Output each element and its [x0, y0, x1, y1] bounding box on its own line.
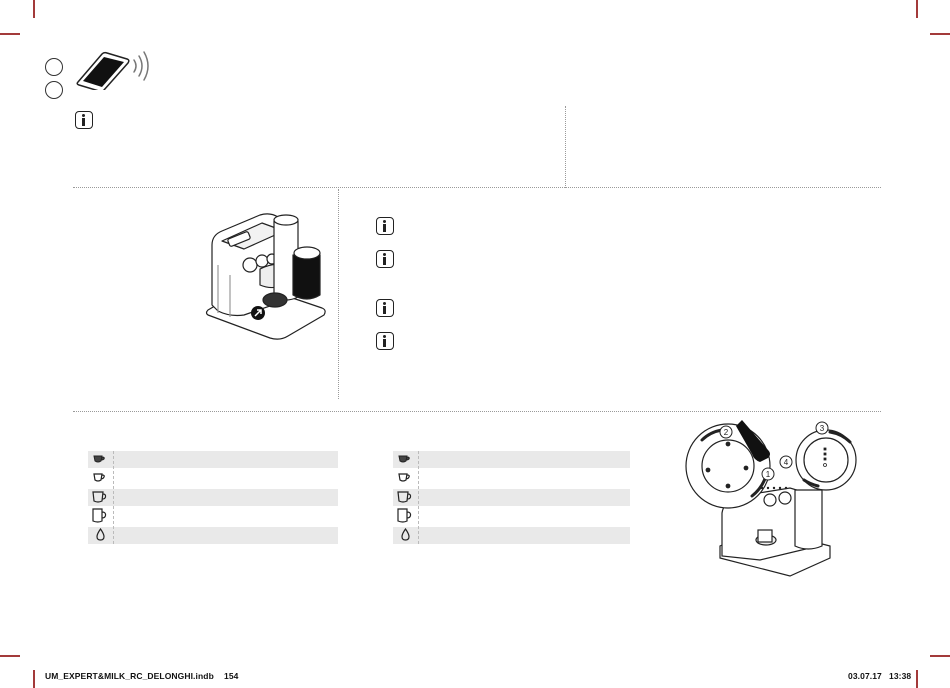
footer-time: 13:38 — [889, 671, 912, 681]
crop-mark-bottom-right-h — [930, 655, 950, 657]
coffee-machine-illustration — [200, 205, 335, 343]
divider-vertical-middle — [338, 189, 339, 399]
crop-mark-top-left-h — [0, 33, 20, 35]
crop-mark-top-right-h — [930, 33, 950, 35]
step-circle-2 — [45, 81, 63, 99]
lungo-cup-icon — [397, 490, 412, 504]
info-icon-2 — [376, 250, 394, 268]
mug-icon — [92, 508, 107, 524]
svg-text:4: 4 — [783, 458, 789, 467]
table-row — [88, 527, 338, 544]
crop-mark-bottom-left-h — [0, 655, 20, 657]
table-row — [393, 451, 630, 468]
ristretto-cup-icon — [93, 454, 105, 465]
table-row — [393, 489, 630, 506]
table-row — [88, 451, 338, 468]
water-drop-icon — [401, 528, 410, 541]
espresso-cup-icon — [93, 472, 105, 484]
smartphone-wireless-icon — [72, 48, 154, 90]
divider-vertical-top — [565, 106, 566, 188]
step-circle-1 — [45, 58, 63, 76]
machine-dials-illustration — [680, 418, 885, 578]
crop-mark-bottom-left-v — [33, 670, 35, 688]
table-divider — [418, 451, 419, 544]
ristretto-cup-icon — [398, 454, 410, 465]
crop-mark-top-right-v — [916, 0, 918, 18]
footer-date: 03.07.17 — [848, 671, 882, 681]
espresso-cup-icon — [398, 472, 410, 484]
crop-mark-bottom-right-v — [916, 670, 918, 688]
info-icon-4 — [376, 332, 394, 350]
lungo-cup-icon — [92, 490, 107, 504]
table-row — [393, 527, 630, 544]
divider-horizontal-2 — [73, 411, 881, 412]
info-icon — [75, 111, 93, 129]
info-icon-3 — [376, 299, 394, 317]
divider-horizontal-1 — [73, 187, 881, 188]
table-divider — [113, 451, 114, 544]
table-row — [88, 489, 338, 506]
svg-text:3: 3 — [819, 424, 825, 433]
water-drop-icon — [96, 528, 105, 541]
mug-icon — [397, 508, 412, 524]
footer-filename: UM_EXPERT&MILK_RC_DELONGHI.indb — [45, 671, 214, 681]
svg-text:1: 1 — [765, 470, 771, 479]
footer-page-number: 154 — [224, 671, 239, 681]
crop-mark-top-left-v — [33, 0, 35, 18]
info-icon-1 — [376, 217, 394, 235]
svg-text:2: 2 — [723, 428, 729, 437]
